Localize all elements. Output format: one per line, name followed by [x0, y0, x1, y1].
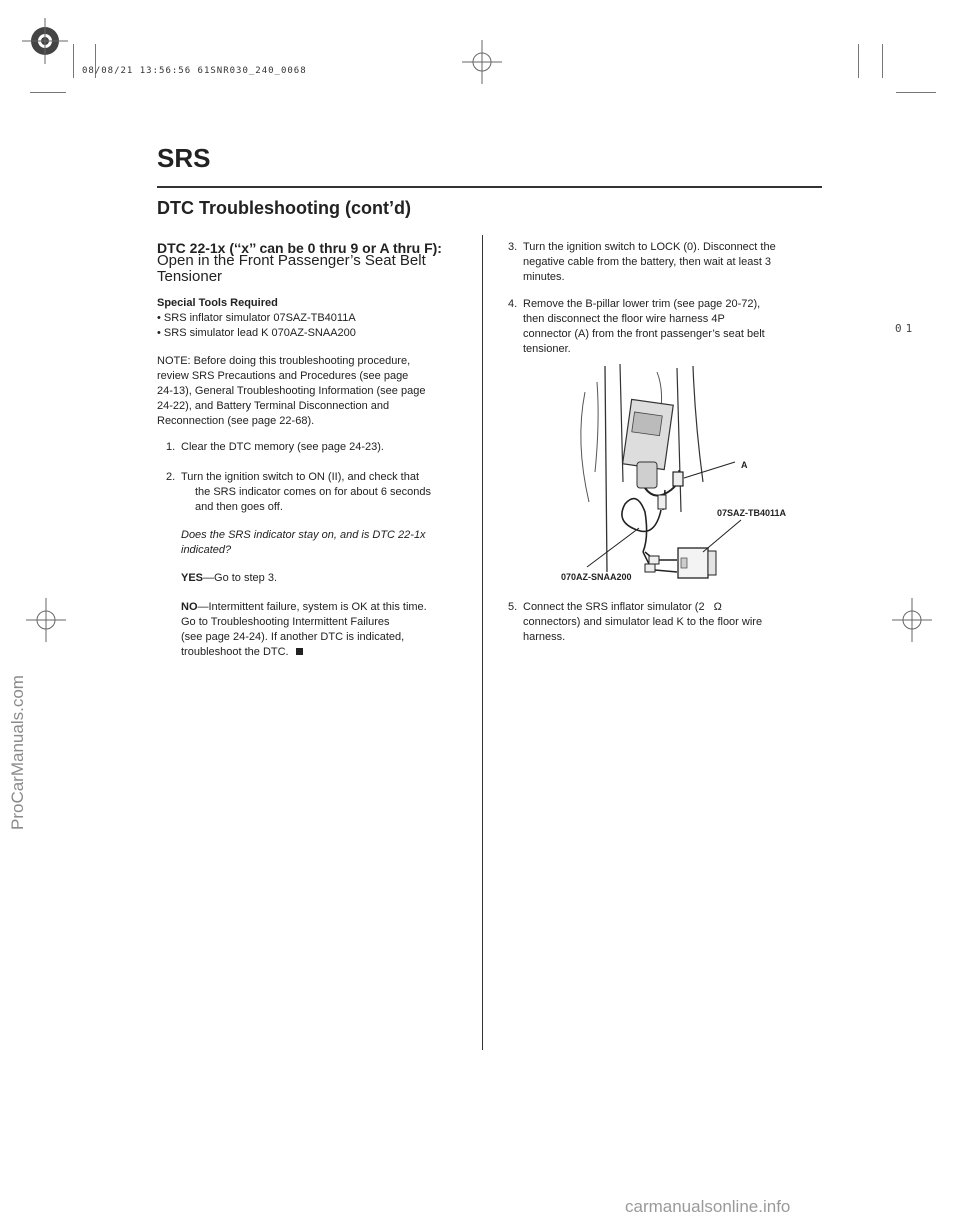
section-title: SRS: [157, 143, 211, 173]
step-line: tensioner.: [523, 343, 571, 355]
end-square-icon: [296, 648, 303, 655]
note-line: Reconnection (see page 22-68).: [157, 415, 315, 427]
step-line: negative cable from the battery, then wait at least 3: [523, 256, 772, 268]
step-line: the SRS indicator comes on for about 6 seconds: [195, 486, 432, 498]
step-line: Turn the ignition switch to LOCK (0). Disconnect the: [523, 241, 776, 253]
step-line: then disconnect the floor wire harness 4P: [523, 313, 725, 325]
step-number: 2.: [166, 471, 176, 483]
crop-mark: [858, 44, 859, 78]
tool-item: • SRS simulator lead K 070AZ-SNAA200: [157, 327, 356, 339]
step-number: 4.: [508, 298, 518, 310]
note-block: [157, 354, 477, 429]
step-line: minutes.: [523, 271, 565, 283]
step-line: Clear the DTC memory (see page 24-23).: [181, 441, 384, 453]
dtc-code-line: DTC 22-1x (‘‘x’’ can be 0 thru 9 or A thru F):: [157, 240, 442, 256]
yes-label: YES: [181, 572, 204, 584]
step-number: 5.: [508, 601, 518, 613]
ohm-symbol: Ω: [713, 601, 722, 613]
step-number: 3.: [508, 241, 518, 253]
page-mark: 01: [895, 322, 917, 335]
step-line: Remove the B-pillar lower trim (see page 20-72),: [523, 298, 761, 310]
tools-heading: Special Tools Required: [157, 297, 278, 309]
crosshair-icon: [462, 40, 502, 84]
question: [181, 528, 481, 558]
no-line: (see page 24-24). If another DTC is indicated,: [181, 631, 405, 643]
note-line: NOTE: Before doing this troubleshooting procedure,: [157, 355, 411, 367]
step-line: Connect the SRS inflator simulator (2: [523, 601, 705, 613]
special-tools: [157, 296, 477, 341]
question-line: Does the SRS indicator stay on, and is DTC 22-1x: [181, 529, 426, 541]
title-rule: [157, 186, 822, 188]
dash: —: [197, 601, 209, 613]
no-label: NO: [181, 601, 198, 613]
footer-text: carmanualsonline.info: [625, 1197, 791, 1216]
yes-text: Go to step 3.: [214, 572, 277, 584]
note-line: 24-13), General Troubleshooting Information (see page: [157, 385, 426, 397]
step-line: harness.: [523, 631, 566, 643]
note-line: review SRS Precautions and Procedures (see page: [157, 370, 409, 382]
dash: —: [203, 572, 215, 584]
dtc-description: Open in the Front Passenger’s Seat Belt Tensioner: [157, 252, 426, 285]
figure-label-lead: 070AZ-SNAA200: [561, 572, 632, 582]
figure-label-a: A: [741, 460, 748, 470]
step-line: Turn the ignition switch to ON (II), and check that: [181, 471, 420, 483]
page-heading: DTC Troubleshooting (cont’d): [157, 198, 411, 218]
step-text: [523, 297, 765, 357]
crop-mark: [882, 44, 883, 78]
step-text: [523, 240, 776, 285]
print-stamp: 08/08/21 13:56:56 61SNR030_240_0068: [82, 66, 307, 76]
crosshair-icon: [26, 598, 66, 642]
question-line: indicated?: [181, 544, 232, 556]
step-text: [181, 440, 384, 455]
crop-mark: [73, 44, 74, 78]
connector-figure: [545, 362, 815, 592]
watermark: ProCarManuals.com: [8, 675, 27, 830]
column-divider: [482, 235, 483, 1050]
crop-mark: [30, 92, 66, 93]
step-text: [181, 470, 431, 515]
step-text: [523, 600, 762, 645]
crop-mark: [896, 92, 936, 93]
step-number: 1.: [166, 441, 176, 453]
target-icon: [22, 18, 72, 68]
tool-item: • SRS inflator simulator 07SAZ-TB4011A: [157, 312, 356, 324]
crosshair-icon: [892, 598, 932, 642]
step-line: connector (A) from the front passenger’s seat belt: [523, 328, 765, 340]
figure-label-simulator: 07SAZ-TB4011A: [717, 508, 787, 518]
step-line: and then goes off.: [195, 501, 283, 513]
no-branch: [181, 600, 481, 660]
no-line: Intermittent failure, system is OK at this time.: [208, 601, 427, 613]
yes-branch: [181, 571, 481, 586]
no-line: troubleshoot the DTC.: [181, 646, 289, 658]
note-line: 24-22), and Battery Terminal Disconnection and: [157, 400, 390, 412]
no-line: Go to Troubleshooting Intermittent Failures: [181, 616, 390, 628]
step-line: connectors) and simulator lead K to the floor wire: [523, 616, 763, 628]
